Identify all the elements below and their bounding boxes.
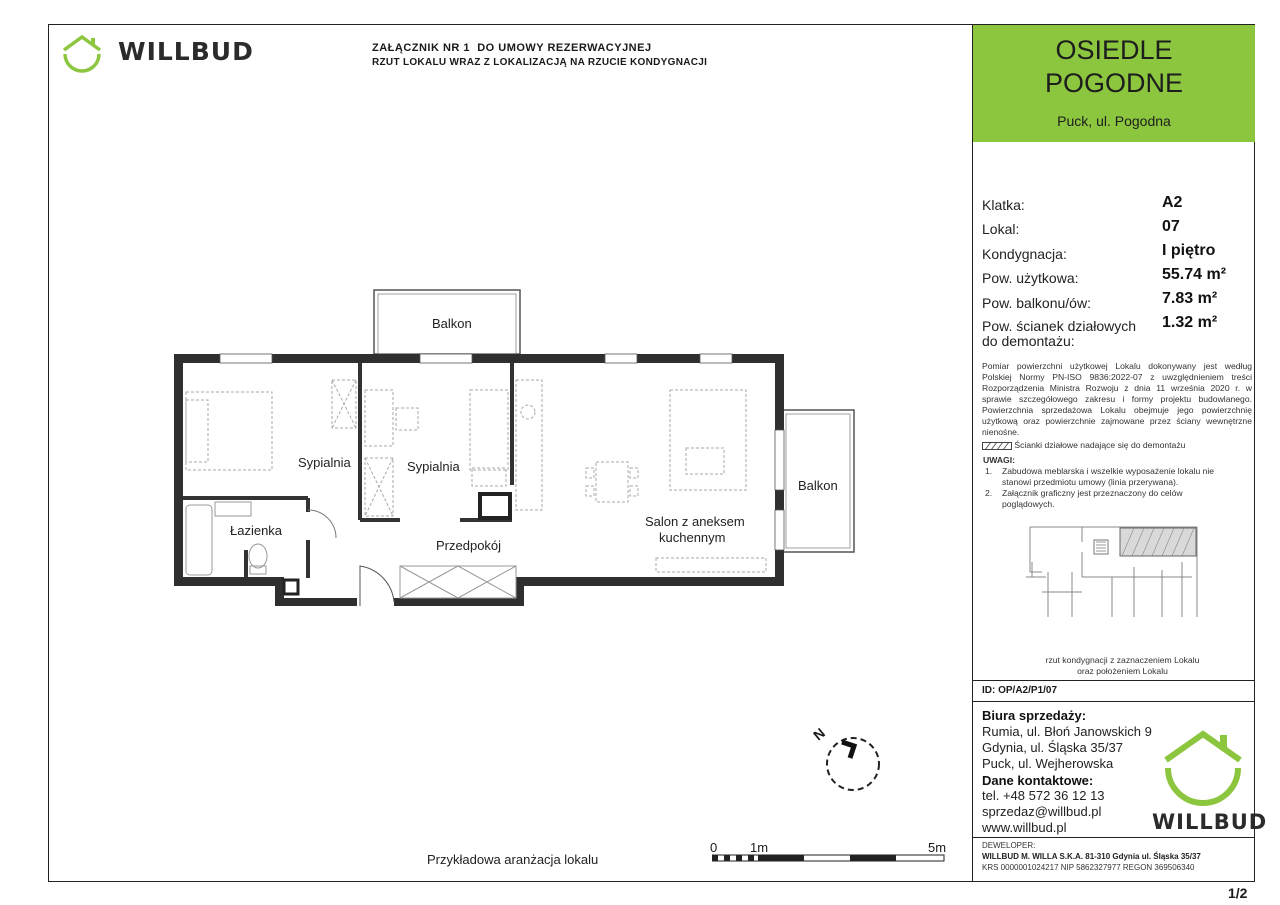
room-przedpokoj: Przedpokój: [436, 538, 502, 553]
floor-key-plan: [1022, 522, 1202, 622]
scale-zero: 0: [710, 840, 718, 855]
willbud-logo: [60, 30, 260, 74]
value-pow-scianek: 1.32 m²: [1162, 314, 1218, 331]
divider: [973, 680, 1255, 681]
value-klatka: A2: [1162, 194, 1183, 211]
header-line2: RZUT LOKALU WRAZ Z LOKALIZACJĄ NA RZUCIE KONDYGNACJI: [372, 57, 708, 68]
contact-details: [982, 788, 1105, 836]
remarks-num-2: 2.: [985, 488, 993, 498]
logo-wordmark: WILLBUD: [118, 37, 254, 66]
compass-north-letter: N: [810, 724, 829, 744]
label-pow-scianek: Pow. ścianek działowych: [982, 318, 1137, 334]
house-logo-icon: [60, 30, 104, 74]
contact-title: Dane kontaktowe:: [982, 773, 1094, 788]
arrangement-caption: Przykładowa aranżacja lokalu: [427, 852, 599, 867]
label-pow-balkonu: Pow. balkonu/ów:: [982, 295, 1091, 311]
label-klatka: Klatka:: [982, 197, 1025, 213]
demolition-legend: [982, 440, 1185, 450]
room-sypialnia-2: Sypialnia: [407, 459, 460, 474]
room-lazienka: Łazienka: [230, 523, 283, 538]
estate-name-line1: OSIEDLE: [1055, 35, 1173, 65]
developer-label: DEWELOPER:: [982, 841, 1036, 850]
scale-five: 5m: [928, 840, 947, 855]
value-lokal: 07: [1162, 218, 1180, 235]
shaft: [480, 494, 510, 518]
value-kondygnacja: I piętro: [1162, 242, 1216, 259]
hall-wardrobe: [400, 566, 516, 598]
sales-offices: [982, 724, 1152, 772]
contact-website[interactable]: www.willbud.pl: [982, 820, 1067, 835]
remark-2: Załącznik graficzny jest przeznaczony do celów poglądowych.: [1002, 488, 1183, 509]
remarks-title: UWAGI:: [983, 455, 1015, 465]
estate-location: Puck, ul. Pogodna: [1057, 113, 1171, 129]
label-pow-scianek-2: do demontażu:: [982, 333, 1075, 349]
label-pow-uzytkowa: Pow. użytkowa:: [982, 270, 1079, 286]
sales-title: Biura sprzedaży:: [982, 708, 1087, 723]
willbud-large-wordmark: WILLBUD: [1152, 810, 1268, 834]
bathroom-door: [308, 510, 336, 538]
value-pow-balkonu: 7.83 m²: [1162, 290, 1218, 307]
contact-email[interactable]: sprzedaz@willbud.pl: [982, 804, 1102, 819]
willbud-large-house-icon: [1160, 718, 1246, 808]
demolition-legend-text: Ścianki działowe nadające się do demontażu: [1014, 440, 1186, 450]
sales-office-2: Gdynia, ul. Śląska 35/37: [982, 740, 1123, 755]
remark-1: Zabudowa meblarska i wszelkie wyposażenie lokalu nie stanowi przedmiotu umowy (linia przerywana).: [1002, 466, 1215, 487]
entry-door: [360, 566, 394, 606]
divider: [973, 701, 1255, 702]
floor-plan: [160, 280, 880, 610]
developer-line1: WILLBUD M. WILLA S.K.A. 81-310 Gdynia ul. Śląska 35/37: [982, 852, 1201, 861]
header-contract: DO UMOWY REZERWACYJNEJ: [477, 42, 652, 54]
label-kondygnacja: Kondygnacja:: [982, 246, 1067, 262]
bathroom-fixtures: [186, 502, 267, 575]
developer-line2: KRS 0000001024217 NIP 5862327977 REGON 369506340: [982, 863, 1195, 872]
room-salon-2: kuchennym: [659, 530, 726, 545]
scale-one: 1m: [750, 840, 769, 855]
room-balkon-top: Balkon: [432, 316, 472, 331]
key-plan-caption: [1035, 655, 1210, 677]
living-furniture: [516, 380, 766, 572]
sales-office-1: Rumia, ul. Błoń Janowskich 9: [982, 724, 1152, 739]
sales-office-3: Puck, ul. Wejherowska: [982, 756, 1114, 771]
remarks-num-1: 1.: [985, 466, 993, 476]
label-lokal: Lokal:: [982, 221, 1020, 237]
room-sypialnia-1: Sypialnia: [298, 455, 351, 470]
header-annex: ZAŁĄCZNIK NR 1: [372, 42, 471, 54]
hatch-legend-icon: [982, 442, 1012, 450]
page-number: 1/2: [1228, 885, 1248, 901]
room-balkon-right: Balkon: [798, 478, 838, 493]
key-plan-caption-1: rzut kondygnacji z zaznaczeniem Lokalu: [1045, 655, 1200, 665]
estate-banner: [973, 25, 1255, 142]
utility-box: [284, 580, 298, 594]
header-line1: [372, 42, 652, 54]
estate-name-line2: POGODNE: [1044, 68, 1184, 98]
room-salon-1: Salon z aneksem: [645, 514, 745, 529]
key-plan-caption-2: oraz położeniem Lokalu: [1077, 666, 1168, 676]
divider: [973, 837, 1255, 838]
value-pow-uzytkowa: 55.74 m²: [1162, 266, 1227, 283]
area-note: Pomiar powierzchni użytkowej Lokalu dokonywany jest według Polskiej Normy PN-ISO 9836:2022-07 z uwzględnieniem treści Rozporządzenia Ministra Rozwoju z dnia 11 września 2020 r. w sprawie szczegółowego zakresu i formy projektu budowlanego. Powierzchnia sprzedażowa Lokalu obejmuje jego powierzchnię użytkową oraz powierzchnie zajmowane przez ściany wewnętrzne nienośne.: [982, 361, 1252, 437]
unit-id: ID: OP/A2/P1/07: [982, 685, 1058, 696]
scale-bar: [712, 854, 946, 862]
contact-phone[interactable]: tel. +48 572 36 12 13: [982, 788, 1105, 803]
